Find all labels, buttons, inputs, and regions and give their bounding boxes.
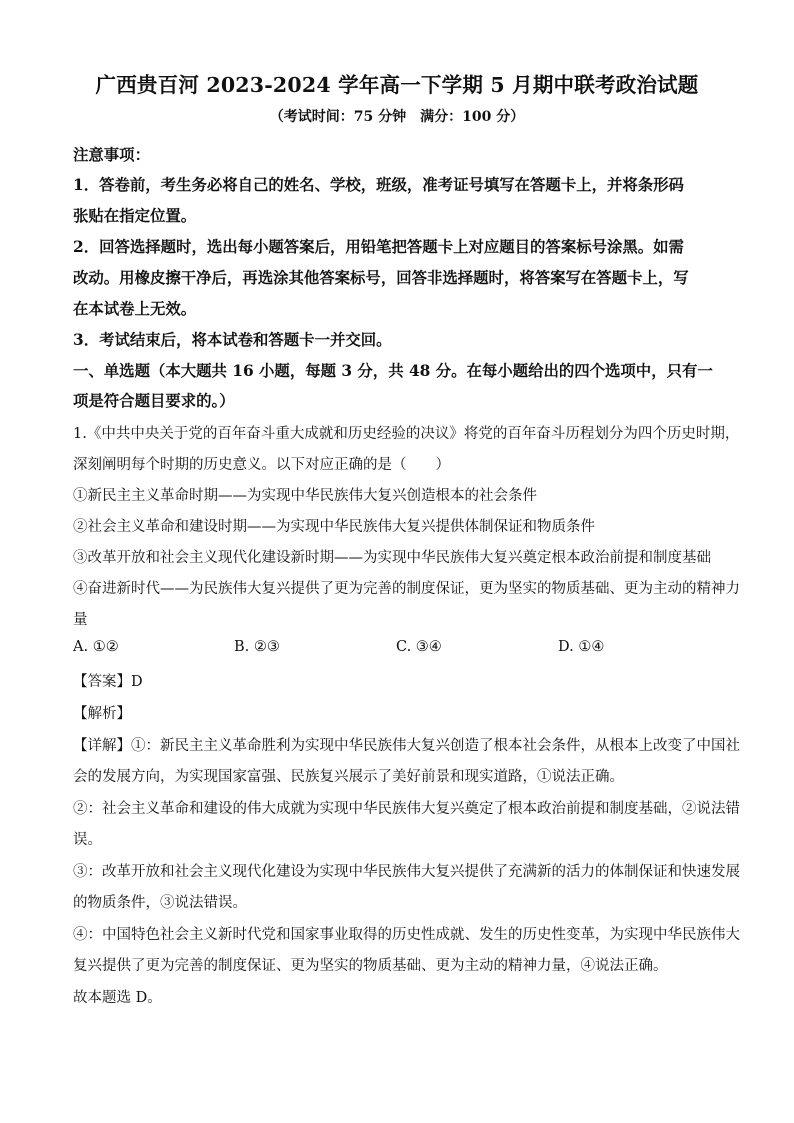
- statement-item: ①新民主主义革命时期——为实现中华民族伟大复兴创造根本的社会条件: [73, 488, 537, 504]
- explanation-line: 的物质条件，③说法错误。: [73, 895, 247, 911]
- detail-label: 【详解】: [73, 738, 131, 754]
- page-title: 广西贵百河 2023-2024 学年高一下学期 5 月期中联考政治试题: [95, 73, 699, 97]
- question-stem: 深刻阐明每个时期的历史意义。以下对应正确的是（ ）: [73, 457, 450, 473]
- section-heading: 项是符合题目要求的。）: [73, 392, 235, 410]
- explanation-line: [73, 734, 740, 755]
- explanation-line: 误。: [73, 832, 102, 848]
- explanation-line: ②：社会主义革命和建设的伟大成就为实现中华民族伟大复兴奠定了根本政治前提和制度基础，②说法错: [73, 801, 740, 817]
- option-d: D. ①④: [558, 639, 605, 655]
- question-stem: 1.《中共中央关于党的百年奋斗重大成就和历史经验的决议》将党的百年奋斗历程划分为四个历史时期，: [73, 426, 740, 442]
- conclusion-line: 故本题选 D。: [73, 990, 162, 1006]
- notice-line: 1．答卷前，考生务必将自己的姓名、学校，班级，准考证号填写在答题卡上，并将条形码: [73, 176, 684, 194]
- explanation-text: ①：新民主主义革命胜利为实现中华民族伟大复兴创造了根本社会条件，从根本上改变了中国社: [131, 738, 740, 754]
- explanation-line: ④：中国特色社会主义新时代党和国家事业取得的历史性成就、发生的历史性变革，为实现中华民族伟大: [73, 927, 740, 943]
- section-heading: 一、单选题（本大题共 16 小题，每题 3 分，共 48 分。在每小题给出的四个选项中，只有一: [73, 362, 713, 380]
- option-a: A. ①②: [73, 639, 119, 655]
- answer-line: [73, 670, 143, 691]
- explanation-line: ③：改革开放和社会主义现代化建设为实现中华民族伟大复兴提供了充满新的活力的体制保证和快速发展: [73, 864, 740, 880]
- option-c: C. ③④: [396, 639, 442, 655]
- notice-heading: 注意事项：: [73, 146, 150, 164]
- exam-info: （考试时间：75 分钟 满分：100 分）: [269, 109, 525, 125]
- answer-label: 【答案】: [73, 674, 131, 690]
- notice-line: 3．考试结束后，将本试卷和答题卡一并交回。: [73, 331, 392, 349]
- option-b: B. ②③: [234, 639, 280, 655]
- explanation-line: 会的发展方向，为实现国家富强、民族复兴展示了美好前景和现实道路，①说法正确。: [73, 769, 624, 785]
- answer-value: D: [131, 674, 143, 690]
- explanation-line: 复兴提供了更为完善的制度保证、更为坚实的物质基础、更为主动的精神力量，④说法正确。: [73, 958, 668, 974]
- statement-item: 量: [73, 612, 88, 628]
- analysis-label: 【解析】: [73, 706, 131, 722]
- notice-line: 在本试卷上无效。: [73, 300, 197, 318]
- statement-item: ③改革开放和社会主义现代化建设新时期——为实现中华民族伟大复兴奠定根本政治前提和制度基础: [73, 550, 711, 566]
- statement-item: ②社会主义革命和建设时期——为实现中华民族伟大复兴提供体制保证和物质条件: [73, 519, 595, 535]
- notice-line: 张贴在指定位置。: [73, 207, 197, 225]
- notice-line: 2．回答选择题时，选出每小题答案后，用铅笔把答题卡上对应题目的答案标号涂黑。如需: [73, 238, 684, 256]
- notice-line: 改动。用橡皮擦干净后，再选涂其他答案标号，回答非选择题时，将答案写在答题卡上，写: [73, 269, 689, 287]
- statement-item: ④奋进新时代——为民族伟大复兴提供了更为完善的制度保证，更为坚实的物质基础、更为主动的精神力: [73, 581, 740, 597]
